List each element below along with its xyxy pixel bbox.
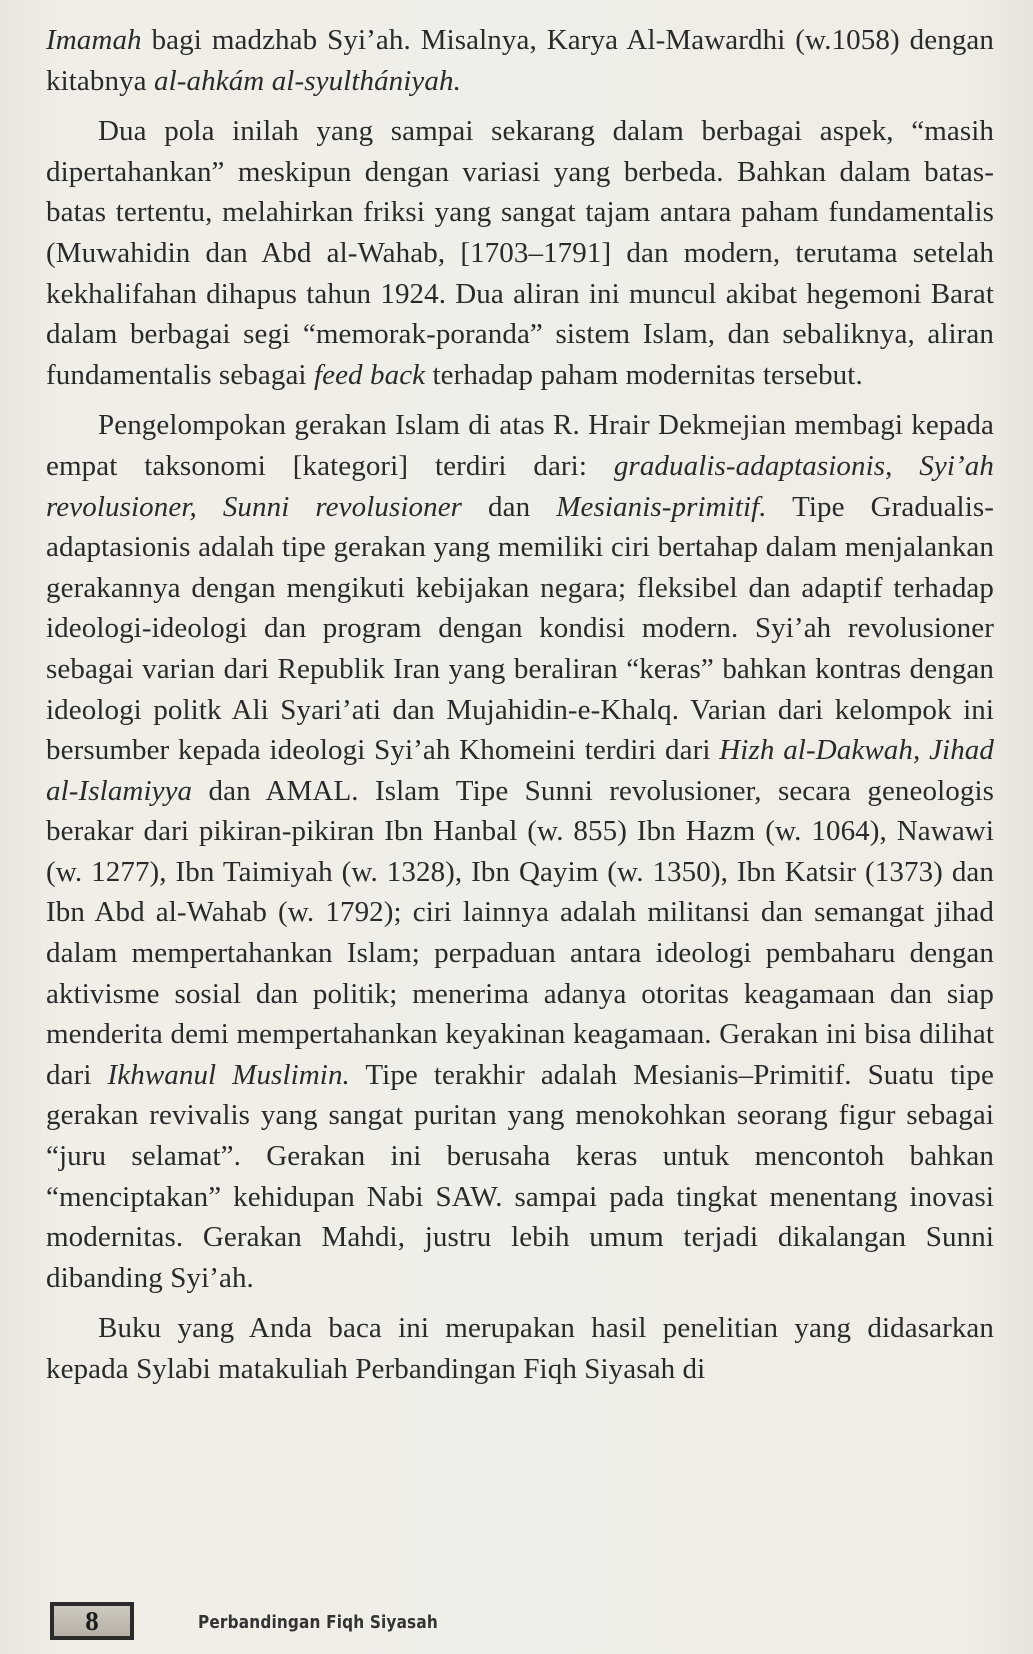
text-run: dan AMAL. Islam Tipe Sunni revolusioner, secara geneologis berakar dari pikiran-pikiran Ibn Hanbal (w. 855) Ibn Hazm (w. 1064), Nawawi (w. 1277), Ibn Taimiyah (w. 1328), Ibn Qayim (w. 1350), Ibn Katsir (1373) dan Ibn Abd al-Wahab (w. 1792); ciri lainnya adalah militansi dan semangat jihad dalam mempertahankan Islam; perpaduan antara ideologi pembaharu dengan aktivisme sosial dan politik; menerima adanya otoritas keagamaan dan siap menderita demi mempertahankan keyakinan keagamaan. Gerakan ini bisa dilihat dari bbox=[46, 774, 994, 1091]
running-title: Perbandingan Fiqh Siyasah bbox=[198, 1612, 438, 1633]
text-run: Imamah bbox=[46, 24, 142, 56]
paragraph-3 bbox=[46, 405, 994, 1298]
text-run: terhadap paham modernitas tersebut. bbox=[425, 358, 863, 391]
text-run: Mesianis-primitif. bbox=[556, 490, 767, 523]
text-run: Buku yang Anda baca ini merupakan hasil penelitian yang didasarkan kepada Sylabi matakuliah Perbandingan Fiqh Siyasah di bbox=[46, 1312, 994, 1385]
text-run: bagi madzhab Syi’ah. Misalnya, Karya Al-Mawardhi (w.1058) dengan kitabnya bbox=[46, 24, 994, 97]
text-run: Hizh al-Dakwah, Jihad al-Islamiyya bbox=[46, 734, 995, 807]
body-text bbox=[46, 20, 994, 1390]
paragraph-1 bbox=[46, 20, 994, 101]
text-run: feed back bbox=[313, 358, 426, 391]
text-run: dan bbox=[462, 490, 557, 523]
text-run: Ikhwanul Muslimin. bbox=[107, 1058, 350, 1091]
text-run: Pengelompokan gerakan Islam di atas R. Hrair Dekmejian membagi kepada empat taksonomi [kategori] terdiri dari: bbox=[46, 409, 994, 482]
paragraph-4 bbox=[46, 1308, 994, 1389]
text-run: Tipe Gradualis-adaptasionis adalah tipe gerakan yang memiliki ciri bertahap dalam menjalankan gerakannya dengan mengikuti kebijakan negara; fleksibel dan adaptif terhadap ideologi-ideologi dan program dengan kondisi modern. Syi’ah revolusioner sebagai varian dari Republik Iran yang beraliran “keras” bahkan kontras dengan ideologi politk Ali Syari’ati dan Mujahidin-e-Khalq. Varian dari kelompok ini bersumber kepada ideologi Syi’ah Khomeini terdiri dari bbox=[46, 490, 995, 767]
text-run: al-ahkám al-syulthániyah. bbox=[154, 64, 461, 97]
text-run: Tipe terakhir adalah Mesianis–Primitif. Suatu tipe gerakan revivalis yang sangat puritan yang menokohkan seorang figur sebagai “juru selamat”. Gerakan ini berusaha keras untuk mencontoh bahkan “menciptakan” kehidupan Nabi SAW. sampai pada tingkat menentang inovasi modernitas. Gerakan Mahdi, justru lebih umum terjadi dikalangan Sunni dibanding Syi’ah. bbox=[46, 1058, 994, 1294]
page-number: 8 bbox=[50, 1602, 134, 1640]
text-run: Dua pola inilah yang sampai sekarang dalam berbagai aspek, “masih dipertahankan” meskipun dengan variasi yang berbeda. Bahkan dalam batas-batas tertentu, melahirkan friksi yang sangat tajam antara paham fundamentalis (Muwahidin dan Abd al-Wahab, [1703–1791] dan modern, terutama setelah kekhalifahan dihapus tahun 1924. Dua aliran ini muncul akibat hegemoni Barat dalam berbagai segi “memorak-poranda” sistem Islam, dan sebaliknya, aliran fundamentalis sebagai bbox=[46, 115, 994, 391]
text-run: gradualis-adaptasionis, Syi’ah revolusioner, Sunni revolusioner bbox=[46, 449, 994, 523]
paragraph-2 bbox=[46, 111, 994, 395]
page-footer bbox=[50, 1602, 650, 1646]
